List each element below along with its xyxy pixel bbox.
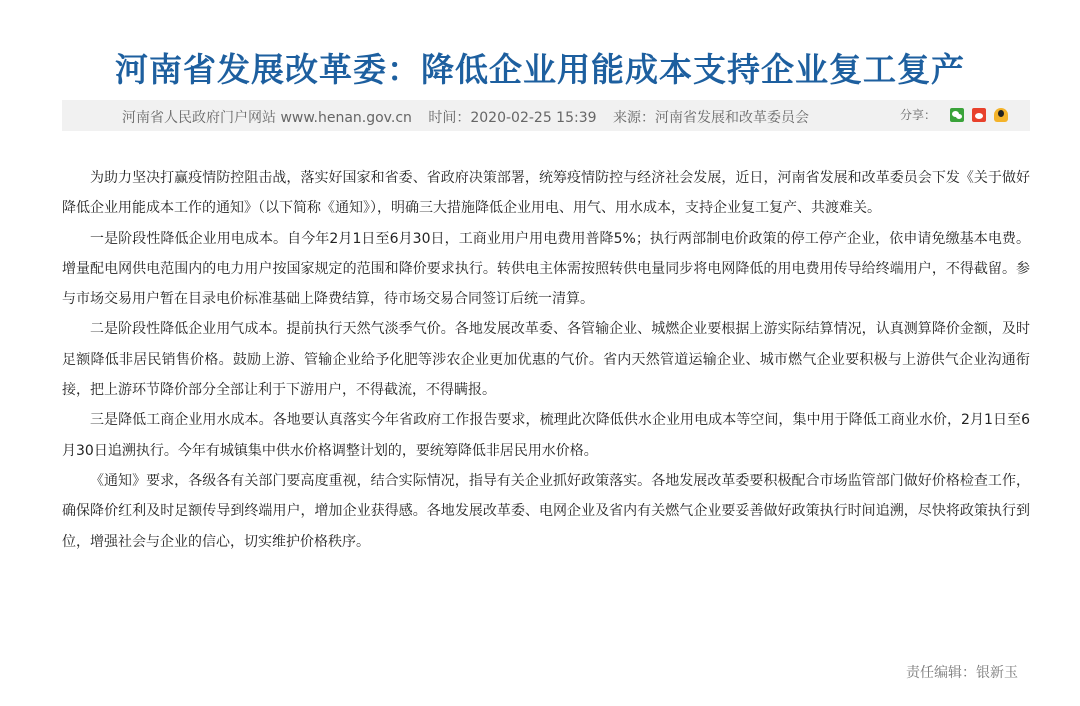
responsible-editor: 责任编辑：银新玉 [906, 665, 1018, 681]
weibo-icon[interactable] [972, 108, 986, 122]
article-paragraph: 二是阶段性降低企业用气成本。提前执行天然气淡季气价。各地发展改革委、各管输企业、城燃企业要根据上游实际结算情况，认真测算降价金额，及时足额降低非居民销售价格。鼓励上游、管输企业给予化肥等涉农企业更加优惠的气价。省内天然管道运输企业、城市燃气企业要积极与上游供气企业沟通衔接，把上游环节降价部分全部让利于下游用户，不得截流，不得瞒报。 [62, 321, 1030, 399]
meta-site: 河南省人民政府门户网站 www.henan.gov.cn [122, 110, 412, 126]
article-paragraph: 一是阶段性降低企业用电成本。自今年2月1日至6月30日，工商业用户用电费用普降5%；执行两部制电价政策的停工停产企业，依申请免缴基本电费。增量配电网供电范围内的电力用户按国家规定的范围和降价要求执行。转供电主体需按照转供电量同步将电网降低的用电费用传导给终端用户，不得截留。参与市场交易用户暂在目录电价标准基础上降费结算，待市场交易合同签订后统一清算。 [62, 230, 1030, 308]
qq-icon[interactable] [994, 108, 1008, 122]
article-paragraph: 三是降低工商企业用水成本。各地要认真落实今年省政府工作报告要求，梳理此次降低供水企业用电成本等空间，集中用于降低工商业水价，2月1日至6月30日追溯执行。今年有城镇集中供水价格调整计划的，要统筹降低非居民用水价格。 [62, 412, 1030, 459]
share-bar [900, 106, 1012, 123]
meta-time: 时间：2020-02-25 15:39 [428, 110, 597, 126]
article-title: 河南省发展改革委：降低企业用能成本支持企业复工复产 [115, 50, 965, 90]
article-meta [122, 107, 821, 127]
meta-source: 来源：河南省发展和改革委员会 [612, 110, 809, 126]
wechat-icon[interactable] [950, 108, 964, 122]
article-paragraph: 《通知》要求，各级各有关部门要高度重视，结合实际情况，指导有关企业抓好政策落实。各地发展改革委要积极配合市场监管部门做好价格检查工作，确保降价红利及时足额传导到终端用户，增加企业获得感。各地发展改革委、电网企业及省内有关燃气企业要妥善做好政策执行时间追溯，尽快将政策执行到位，增强社会与企业的信心，切实维护价格秩序。 [62, 472, 1030, 550]
share-label: 分享： [900, 108, 937, 122]
article-body [62, 163, 1030, 557]
article-paragraph: 为助力坚决打赢疫情防控阻击战，落实好国家和省委、省政府决策部署，统筹疫情防控与经济社会发展，近日，河南省发展和改革委员会下发《关于做好降低企业用能成本工作的通知》（以下简称《通知》），明确三大措施降低企业用电、用气、用水成本，支持企业复工复产、共渡难关。 [62, 170, 1030, 217]
article-meta-bar [62, 100, 1030, 131]
